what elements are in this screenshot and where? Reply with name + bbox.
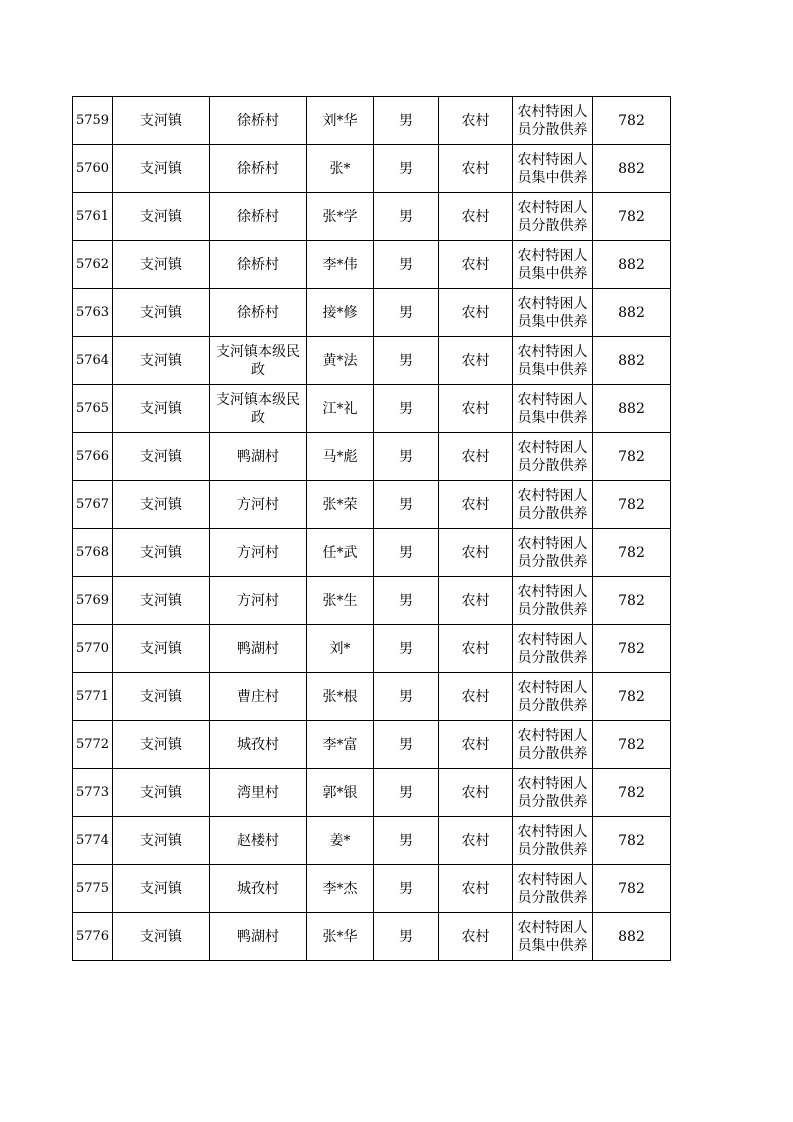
village-cell: 方河村 (210, 481, 307, 529)
record-id-cell: 5770 (73, 625, 113, 673)
support-type-cell: 农村特困人员集中供养 (513, 241, 593, 289)
residence-type-cell: 农村 (439, 97, 513, 145)
village-cell: 鸭湖村 (210, 913, 307, 961)
gender-cell: 男 (374, 145, 439, 193)
gender-cell: 男 (374, 97, 439, 145)
town-cell: 支河镇 (113, 385, 210, 433)
table-row (73, 529, 671, 577)
record-id-cell: 5768 (73, 529, 113, 577)
gender-cell: 男 (374, 241, 439, 289)
records-table (72, 96, 671, 961)
table-row (73, 433, 671, 481)
person-name-cell: 张*学 (307, 193, 374, 241)
amount-cell: 782 (593, 769, 671, 817)
amount-cell: 782 (593, 97, 671, 145)
record-id-cell: 5760 (73, 145, 113, 193)
table-row (73, 97, 671, 145)
gender-cell: 男 (374, 673, 439, 721)
person-name-cell: 刘* (307, 625, 374, 673)
table-row (73, 145, 671, 193)
record-id-cell: 5765 (73, 385, 113, 433)
town-cell: 支河镇 (113, 913, 210, 961)
residence-type-cell: 农村 (439, 385, 513, 433)
village-cell: 徐桥村 (210, 97, 307, 145)
support-type-cell: 农村特困人员集中供养 (513, 385, 593, 433)
residence-type-cell: 农村 (439, 145, 513, 193)
village-cell: 湾里村 (210, 769, 307, 817)
person-name-cell: 姜* (307, 817, 374, 865)
amount-cell: 882 (593, 385, 671, 433)
gender-cell: 男 (374, 721, 439, 769)
residence-type-cell: 农村 (439, 817, 513, 865)
town-cell: 支河镇 (113, 625, 210, 673)
record-id-cell: 5762 (73, 241, 113, 289)
gender-cell: 男 (374, 337, 439, 385)
amount-cell: 782 (593, 481, 671, 529)
village-cell: 城孜村 (210, 865, 307, 913)
support-type-cell: 农村特困人员分散供养 (513, 817, 593, 865)
support-type-cell: 农村特困人员分散供养 (513, 769, 593, 817)
person-name-cell: 接*修 (307, 289, 374, 337)
gender-cell: 男 (374, 481, 439, 529)
person-name-cell: 江*礼 (307, 385, 374, 433)
amount-cell: 782 (593, 865, 671, 913)
support-type-cell: 农村特困人员分散供养 (513, 481, 593, 529)
village-cell: 鸭湖村 (210, 625, 307, 673)
amount-cell: 782 (593, 529, 671, 577)
record-id-cell: 5776 (73, 913, 113, 961)
record-id-cell: 5771 (73, 673, 113, 721)
gender-cell: 男 (374, 385, 439, 433)
amount-cell: 882 (593, 289, 671, 337)
table-row (73, 577, 671, 625)
person-name-cell: 张*根 (307, 673, 374, 721)
support-type-cell: 农村特困人员集中供养 (513, 145, 593, 193)
village-cell: 支河镇本级民政 (210, 385, 307, 433)
amount-cell: 882 (593, 241, 671, 289)
person-name-cell: 任*武 (307, 529, 374, 577)
town-cell: 支河镇 (113, 673, 210, 721)
residence-type-cell: 农村 (439, 337, 513, 385)
gender-cell: 男 (374, 625, 439, 673)
record-id-cell: 5761 (73, 193, 113, 241)
support-type-cell: 农村特困人员分散供养 (513, 529, 593, 577)
village-cell: 城孜村 (210, 721, 307, 769)
village-cell: 徐桥村 (210, 241, 307, 289)
town-cell: 支河镇 (113, 433, 210, 481)
village-cell: 徐桥村 (210, 289, 307, 337)
village-cell: 曹庄村 (210, 673, 307, 721)
town-cell: 支河镇 (113, 769, 210, 817)
amount-cell: 882 (593, 913, 671, 961)
residence-type-cell: 农村 (439, 289, 513, 337)
support-type-cell: 农村特困人员分散供养 (513, 673, 593, 721)
person-name-cell: 李*伟 (307, 241, 374, 289)
table-row (73, 769, 671, 817)
table-row (73, 625, 671, 673)
person-name-cell: 刘*华 (307, 97, 374, 145)
village-cell: 赵楼村 (210, 817, 307, 865)
residence-type-cell: 农村 (439, 193, 513, 241)
amount-cell: 782 (593, 577, 671, 625)
gender-cell: 男 (374, 769, 439, 817)
town-cell: 支河镇 (113, 577, 210, 625)
support-type-cell: 农村特困人员分散供养 (513, 577, 593, 625)
table-row (73, 913, 671, 961)
table-row (73, 817, 671, 865)
person-name-cell: 张* (307, 145, 374, 193)
record-id-cell: 5769 (73, 577, 113, 625)
amount-cell: 782 (593, 721, 671, 769)
table-row (73, 337, 671, 385)
town-cell: 支河镇 (113, 817, 210, 865)
amount-cell: 782 (593, 673, 671, 721)
record-id-cell: 5774 (73, 817, 113, 865)
record-id-cell: 5773 (73, 769, 113, 817)
person-name-cell: 马*彪 (307, 433, 374, 481)
person-name-cell: 张*华 (307, 913, 374, 961)
table-row (73, 241, 671, 289)
residence-type-cell: 农村 (439, 529, 513, 577)
town-cell: 支河镇 (113, 97, 210, 145)
person-name-cell: 李*杰 (307, 865, 374, 913)
residence-type-cell: 农村 (439, 241, 513, 289)
village-cell: 徐桥村 (210, 193, 307, 241)
gender-cell: 男 (374, 817, 439, 865)
record-id-cell: 5772 (73, 721, 113, 769)
town-cell: 支河镇 (113, 145, 210, 193)
table-row (73, 193, 671, 241)
residence-type-cell: 农村 (439, 865, 513, 913)
village-cell: 支河镇本级民政 (210, 337, 307, 385)
amount-cell: 782 (593, 433, 671, 481)
town-cell: 支河镇 (113, 529, 210, 577)
person-name-cell: 郭*银 (307, 769, 374, 817)
record-id-cell: 5759 (73, 97, 113, 145)
amount-cell: 782 (593, 817, 671, 865)
person-name-cell: 黄*法 (307, 337, 374, 385)
village-cell: 方河村 (210, 529, 307, 577)
residence-type-cell: 农村 (439, 481, 513, 529)
residence-type-cell: 农村 (439, 673, 513, 721)
residence-type-cell: 农村 (439, 913, 513, 961)
residence-type-cell: 农村 (439, 625, 513, 673)
village-cell: 方河村 (210, 577, 307, 625)
record-id-cell: 5775 (73, 865, 113, 913)
table-row (73, 481, 671, 529)
village-cell: 鸭湖村 (210, 433, 307, 481)
gender-cell: 男 (374, 193, 439, 241)
residence-type-cell: 农村 (439, 577, 513, 625)
table-row (73, 673, 671, 721)
support-type-cell: 农村特困人员分散供养 (513, 625, 593, 673)
gender-cell: 男 (374, 529, 439, 577)
gender-cell: 男 (374, 433, 439, 481)
support-type-cell: 农村特困人员分散供养 (513, 433, 593, 481)
support-type-cell: 农村特困人员分散供养 (513, 97, 593, 145)
gender-cell: 男 (374, 289, 439, 337)
town-cell: 支河镇 (113, 865, 210, 913)
support-type-cell: 农村特困人员集中供养 (513, 913, 593, 961)
residence-type-cell: 农村 (439, 769, 513, 817)
record-id-cell: 5763 (73, 289, 113, 337)
town-cell: 支河镇 (113, 481, 210, 529)
support-type-cell: 农村特困人员分散供养 (513, 721, 593, 769)
gender-cell: 男 (374, 913, 439, 961)
town-cell: 支河镇 (113, 721, 210, 769)
record-id-cell: 5766 (73, 433, 113, 481)
gender-cell: 男 (374, 577, 439, 625)
table-row (73, 385, 671, 433)
amount-cell: 782 (593, 625, 671, 673)
support-type-cell: 农村特困人员分散供养 (513, 865, 593, 913)
residence-type-cell: 农村 (439, 721, 513, 769)
amount-cell: 882 (593, 337, 671, 385)
town-cell: 支河镇 (113, 337, 210, 385)
village-cell: 徐桥村 (210, 145, 307, 193)
support-type-cell: 农村特困人员集中供养 (513, 289, 593, 337)
amount-cell: 782 (593, 193, 671, 241)
person-name-cell: 李*富 (307, 721, 374, 769)
records-body (73, 97, 671, 961)
residence-type-cell: 农村 (439, 433, 513, 481)
support-type-cell: 农村特困人员集中供养 (513, 337, 593, 385)
town-cell: 支河镇 (113, 193, 210, 241)
town-cell: 支河镇 (113, 289, 210, 337)
town-cell: 支河镇 (113, 241, 210, 289)
table-row (73, 289, 671, 337)
amount-cell: 882 (593, 145, 671, 193)
record-id-cell: 5764 (73, 337, 113, 385)
person-name-cell: 张*荣 (307, 481, 374, 529)
support-type-cell: 农村特困人员分散供养 (513, 193, 593, 241)
gender-cell: 男 (374, 865, 439, 913)
record-id-cell: 5767 (73, 481, 113, 529)
person-name-cell: 张*生 (307, 577, 374, 625)
table-row (73, 865, 671, 913)
table-row (73, 721, 671, 769)
